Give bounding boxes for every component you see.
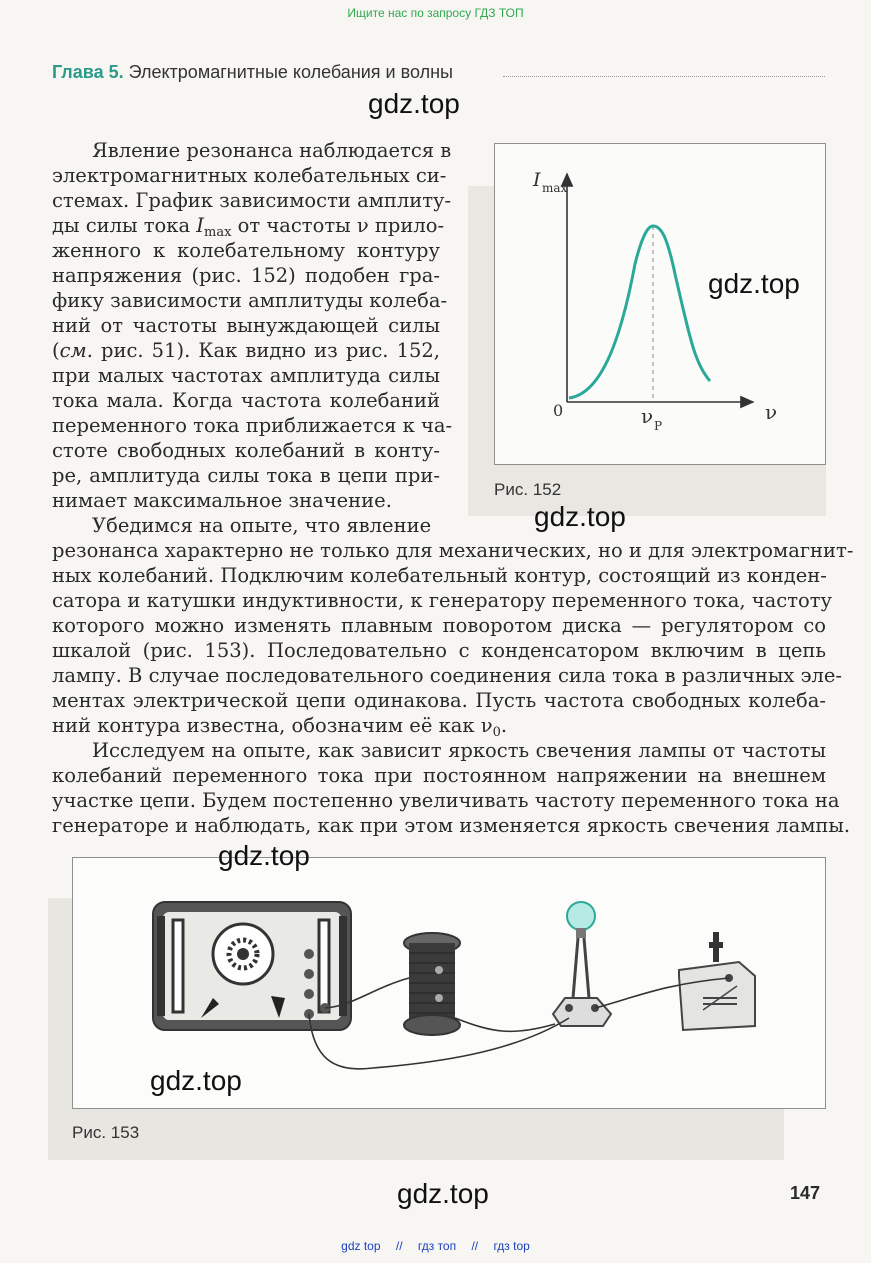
text-line: Убедимся на опыте, что явление [92, 514, 432, 537]
text-line: сатора и катушки индуктивности, к генератору переменного тока, частоту [52, 589, 833, 612]
inductor-coil-icon [404, 933, 460, 1035]
chapter-title: Электромагнитные колебания и волны [128, 62, 453, 82]
y-axis-label-sub: max [542, 181, 568, 195]
resonance-label: ν [641, 404, 654, 428]
bottom-links [0, 1239, 871, 1253]
text-fragment: ний контура известна, обозначим её как ν [52, 714, 493, 737]
text-line [52, 338, 440, 363]
chapter-label: Глава 5. [52, 62, 124, 82]
see-reference: см. [59, 339, 93, 362]
bottom-link[interactable]: гдз топ [417, 1239, 457, 1253]
resonance-graph [495, 144, 824, 463]
watermark: gdz.top [397, 1178, 489, 1209]
text-line: при малых частотах амплитуда силы [52, 364, 440, 387]
text-line: нимает максимальное значение. [52, 489, 392, 512]
figure-153-caption: Рис. 153 [72, 1123, 140, 1142]
capacitor-icon [679, 932, 755, 1030]
figure-152 [494, 143, 826, 465]
resonance-curve [569, 226, 710, 398]
resonance-label-sub: P [654, 419, 663, 433]
x-axis-label: ν [765, 400, 778, 424]
text-line: Явление резонанса наблюдается в [92, 139, 452, 162]
watermark: gdz.top [368, 88, 460, 119]
text-line [52, 713, 826, 738]
text-line: шкалой (рис. 153). Последовательно с конденсатором включим в цепь [52, 639, 826, 662]
text-line: стоте свободных колебаний в конту- [52, 439, 440, 462]
text-line: Исследуем на опыте, как зависит яркость свечения лампы от частоты [92, 739, 826, 762]
text-line: генераторе и наблюдать, как при этом изменяется яркость свечения лампы. [52, 814, 851, 837]
text-line: ментах электрической цепи одинакова. Пусть частота свободных колеба- [52, 689, 826, 712]
text-line: которого можно изменять плавным поворотом диска — регулятором со [52, 614, 826, 637]
text-line: резонанса характерно не только для механических, но и для электромагнит- [52, 539, 854, 562]
lamp-icon [553, 902, 611, 1026]
watermark: gdz.top [218, 840, 310, 871]
chapter-header [52, 62, 453, 83]
wires [309, 978, 729, 1069]
paragraph-2 [52, 513, 854, 740]
text-line: колебаний переменного тока при постоянном напряжении на внешнем [52, 764, 826, 787]
paragraph-1 [52, 138, 453, 513]
text-fragment: . [500, 714, 508, 737]
frequency-subscript: 0 [492, 725, 501, 740]
generator-icon [153, 902, 351, 1030]
current-subscript: max [204, 225, 232, 240]
text-line: женного к колебательному контуру [52, 239, 440, 262]
text-line [52, 213, 445, 240]
top-banner[interactable]: Ищите нас по запросу ГДЗ ТОП [347, 6, 524, 20]
link-separator: // [471, 1239, 479, 1253]
y-axis-label: I [533, 169, 541, 191]
text-line: участке цепи. Будем постепенно увеличивать частоту переменного тока на [52, 789, 840, 812]
text-line: ний от частоты вынуждающей силы [52, 314, 440, 337]
watermark: gdz.top [534, 501, 626, 532]
text-line: лампу. В случае последовательного соединения сила тока в различных эле- [52, 664, 843, 687]
bottom-link[interactable]: gdz top [341, 1239, 381, 1253]
text-line: фику зависимости амплитуды колеба- [52, 289, 448, 312]
text-fragment: рис. 51). Как видно из рис. 152, [92, 339, 440, 362]
link-separator: // [395, 1239, 403, 1253]
text-line: стемах. График зависимости амплиту- [52, 189, 452, 212]
bottom-link[interactable]: гдз top [493, 1239, 530, 1253]
figure-152-caption: Рис. 152 [494, 480, 562, 499]
origin-label: 0 [553, 401, 564, 420]
current-symbol: I [196, 214, 204, 237]
header-rule [503, 76, 825, 77]
text-line: электромагнитных колебательных си- [52, 164, 447, 187]
text-line: ре, амплитуда силы тока в цепи при- [52, 464, 440, 487]
watermark: gdz.top [150, 1065, 242, 1096]
text-fragment: от частоты ν прило- [231, 214, 445, 237]
text-line: тока мала. Когда частота колебаний [52, 389, 440, 412]
text-line: напряжения (рис. 152) подобен гра- [52, 264, 440, 287]
page-number: 147 [790, 1183, 821, 1203]
text-fragment: ды силы тока [52, 214, 197, 237]
text-line: переменного тока приближается к ча- [52, 414, 453, 437]
watermark: gdz.top [708, 268, 800, 299]
text-line: ных колебаний. Подключим колебательный контур, состоящий из конден- [52, 564, 827, 587]
text-fragment: ( [52, 339, 60, 362]
paragraph-3 [52, 738, 851, 838]
